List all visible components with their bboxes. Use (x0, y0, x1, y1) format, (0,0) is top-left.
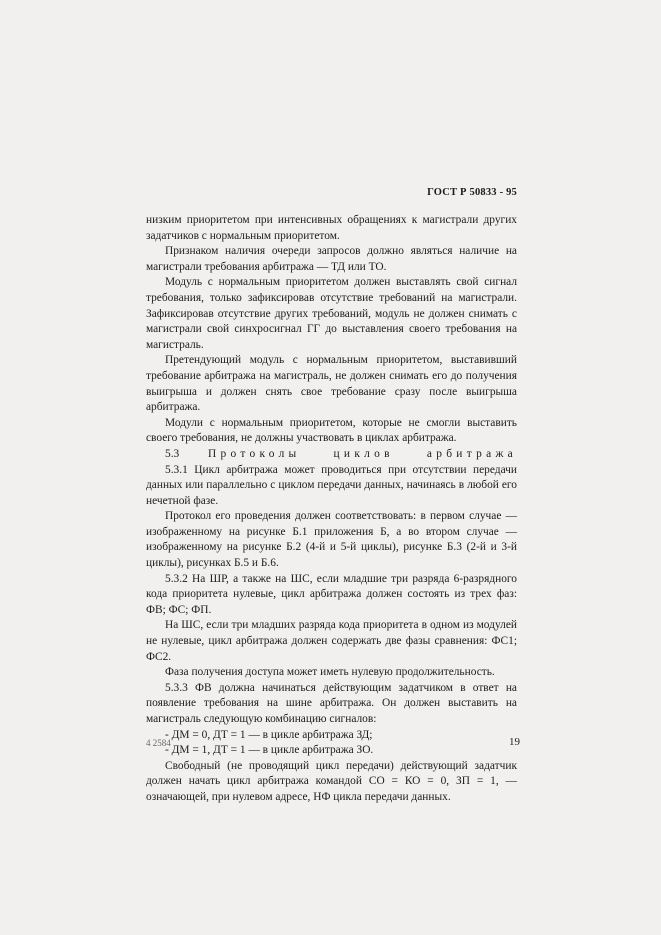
paragraph: 5.3.1 Цикл арбитража может проводиться при отсутствии передачи данных или параллельно с циклом передачи данных, начинаясь в любой его нечетной фазе. (146, 463, 517, 507)
paragraph: Протокол его проведения должен соответствовать: в первом случае — изображенному на рисунке Б.1 приложения Б, а во втором случае — изображенному на рисунке Б.2 (4-й и 5-й циклы), рисунке Б.3 (2-й и 3-й циклы), рисунках Б.5 и Б.6. (146, 510, 517, 570)
list-item: - ДМ = 0, ДТ = 1 — в цикле арбитража ЗД; (165, 728, 373, 741)
standard-header: ГОСТ Р 50833 - 95 (427, 187, 517, 198)
paragraph: 5.3.3 ФВ должна начинаться действующим задатчиком в ответ на появление требования на шине арбитража. Он должен выставить на магистраль следующую комбинацию сигналов: (146, 681, 517, 725)
paragraph-continued: низким приоритетом при интенсивных обращениях к магистрали других задатчиков с нормальным приоритетом. (146, 214, 517, 242)
section-title: Протоколы циклов арбитража (207, 447, 517, 460)
body-text (146, 213, 517, 806)
section-number: 5.3 (165, 447, 180, 460)
paragraph: Признаком наличия очереди запросов должно являться наличие на магистрали требования арбитража — ТД или ТО. (146, 245, 517, 273)
paragraph: Модуль с нормальным приоритетом должен выставлять свой сигнал требования, только зафиксировав отсутствие требований на магистрали. Зафиксировав отсутствие других требований, модуль не должен снимать с магистрали свой синхросигнал ГГ до выставления своего требования на магистраль. (146, 276, 517, 351)
section-heading (146, 447, 517, 463)
paragraph: Фаза получения доступа может иметь нулевую продолжительность. (165, 666, 495, 679)
paragraph: Модули с нормальным приоритетом, которые не смогли выставить своего требования, не должны участвовать в циклах арбитража. (146, 416, 517, 445)
print-mark: 4 2584 (146, 738, 171, 748)
list-item: - ДМ = 1, ДТ = 1 — в цикле арбитража ЗО. (165, 744, 374, 757)
paragraph: 5.3.2 На ШР, а также на ШС, если младшие три разряда 6-разрядного кода приоритета нулевые, цикл арбитража должен состоять из трех фаз: ФВ; ФС; ФП. (146, 572, 517, 616)
page-number: 19 (509, 736, 520, 748)
paragraph: Свободный (не проводящий цикл передачи) действующий задатчик должен начать цикл арбитража командой СО = КО = 0, ЗП = 1, — означающей, при нулевом адресе, НФ цикла передачи данных. (146, 759, 517, 803)
paragraph: Претендующий модуль с нормальным приоритетом, выставивший требование арбитража на магистраль, не должен снимать его до получения выигрыша и должен снять свое требование сразу после выигрыша арбитража. (146, 354, 517, 414)
paragraph: На ШС, если три младших разряда кода приоритета в одном из модулей не нулевые, цикл арбитража должен содержать две фазы сравнения: ФС1; ФС2. (146, 619, 517, 663)
